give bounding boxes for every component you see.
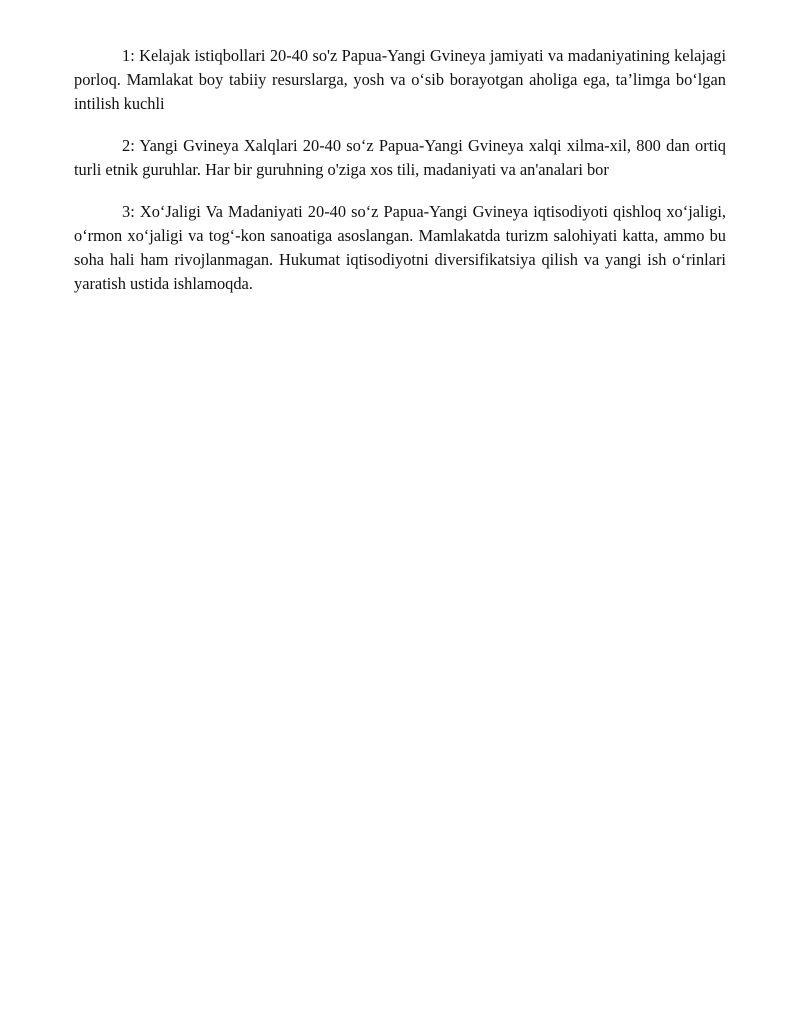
document-body [74, 44, 726, 314]
paragraph-economy-culture: 3: Xo‘Jaligi Va Madaniyati 20-40 so‘z Papua-Yangi Gvineya iqtisodiyoti qishloq xo‘jaligi, o‘rmon xo‘jaligi va tog‘-kon sanoatiga asoslangan. Mamlakatda turizm salohiyati katta, ammo bu soha hali ham rivojlanmagan. Hukumat iqtisodiyotni diversifikatsiya qilish va yangi ish o‘rinlari yaratish ustida ishlamoqda. [74, 202, 726, 293]
paragraph-peoples: 2: Yangi Gvineya Xalqlari 20-40 so‘z Papua-Yangi Gvineya xalqi xilma-xil, 800 dan ortiq turli etnik guruhlar. Har bir guruhning o'ziga xos tili, madaniyati va an'analari bor [74, 136, 726, 179]
paragraph-future-prospects: 1: Kelajak istiqbollari 20-40 so'z Papua-Yangi Gvineya jamiyati va madaniyatining kelajagi porloq. Mamlakat boy tabiiy resurslarga, yosh va o‘sib borayotgan aholiga ega, ta’limga bo‘lgan intilish kuchli [74, 46, 726, 113]
